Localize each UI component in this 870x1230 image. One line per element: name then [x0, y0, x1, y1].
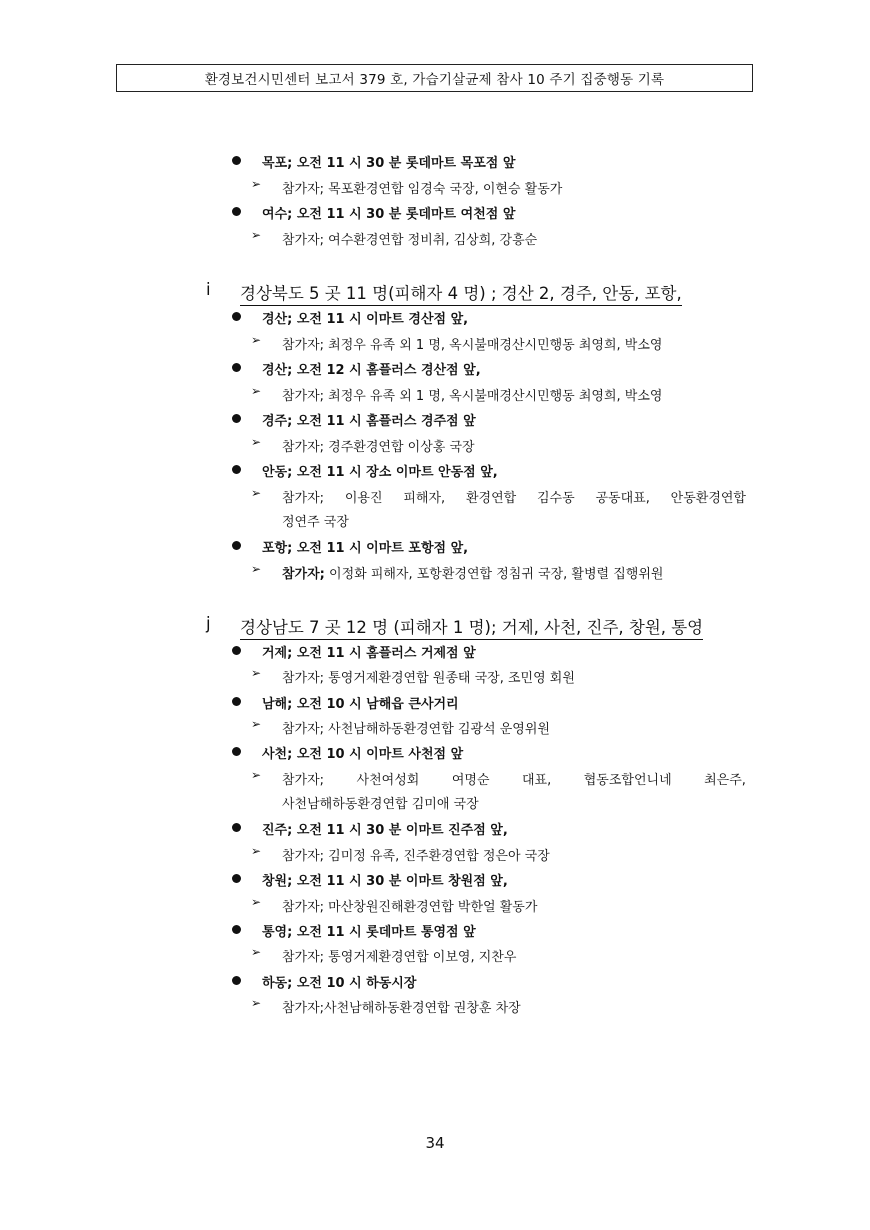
bullet-dot-icon	[232, 207, 241, 216]
arrow-right-icon: ➢	[251, 486, 262, 500]
section-title: 경상북도 5 곳 11 명(피해자 4 명) ; 경산 2, 경주, 안동, 포항,	[240, 280, 682, 306]
report-header	[116, 64, 753, 92]
page-number: 34	[425, 1134, 445, 1152]
arrow-right-icon: ➢	[251, 666, 262, 680]
arrow-right-icon: ➢	[251, 945, 262, 959]
arrow-right-icon: ➢	[251, 895, 262, 909]
section-letter: i	[206, 280, 211, 299]
arrow-right-icon: ➢	[251, 996, 262, 1010]
arrow-right-icon: ➢	[251, 435, 262, 449]
bullet-dot-icon	[232, 156, 241, 165]
arrow-right-icon: ➢	[251, 717, 262, 731]
bullet-dot-icon	[232, 312, 241, 321]
report-header-title: 환경보건시민센터 보고서 379 호, 가습기살균제 참사 10 주기 집중행동 기록	[204, 72, 665, 88]
section-letter: j	[206, 614, 211, 633]
arrow-right-icon: ➢	[251, 768, 262, 782]
bullet-dot-icon	[232, 465, 241, 474]
bullet-dot-icon	[232, 874, 241, 883]
bullet-dot-icon	[232, 976, 241, 985]
bullet-dot-icon	[232, 925, 241, 934]
arrow-right-icon: ➢	[251, 384, 262, 398]
bullet-dot-icon	[232, 747, 241, 756]
arrow-right-icon: ➢	[251, 177, 262, 191]
arrow-right-icon: ➢	[251, 562, 262, 576]
arrow-right-icon: ➢	[251, 228, 262, 242]
bullet-dot-icon	[232, 414, 241, 423]
bullet-dot-icon	[232, 697, 241, 706]
bullet-dot-icon	[232, 823, 241, 832]
bullet-dot-icon	[232, 541, 241, 550]
arrow-right-icon: ➢	[251, 333, 262, 347]
arrow-right-icon: ➢	[251, 844, 262, 858]
bullet-dot-icon	[232, 646, 241, 655]
section-title: 경상남도 7 곳 12 명 (피해자 1 명); 거제, 사천, 진주, 창원, 통영	[240, 614, 703, 640]
bullet-dot-icon	[232, 363, 241, 372]
